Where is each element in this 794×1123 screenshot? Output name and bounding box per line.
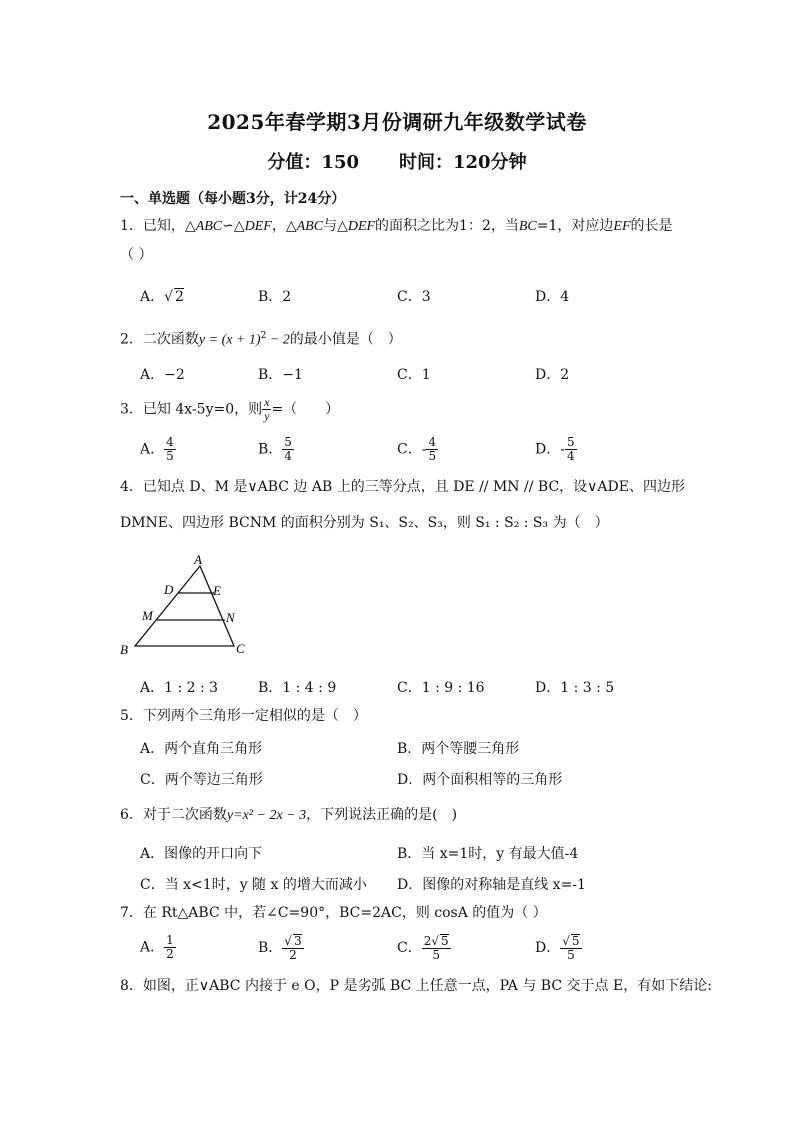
- score-info: 分值：150: [267, 152, 359, 173]
- q6-option-b: B．当 x=1时，y 有最大值-4: [397, 846, 579, 862]
- triangle-figure: [112, 550, 262, 662]
- label-n: N: [226, 610, 235, 625]
- q2-option-a: A．−2: [140, 367, 185, 383]
- question-5: 5．下列两个三角形一定相似的是（ ）: [120, 708, 367, 724]
- question-3: 3．已知 4x-5y=0，则 $\frac{x}{y}$ =（ ）: [120, 395, 340, 423]
- q2-option-b: B．−1: [258, 367, 303, 383]
- q2-option-d: D．2: [535, 367, 570, 383]
- q3-option-b: B． $\frac{5}{4}$: [258, 435, 292, 463]
- q4-option-c: C．1 : 9 : 16: [397, 680, 485, 696]
- q7-option-a: A． $\frac{1}{2}$: [140, 933, 174, 961]
- q5-option-a: A．两个直角三角形: [140, 741, 263, 757]
- q4-option-d: D．1 : 3 : 5: [535, 680, 615, 696]
- question-4-line-2: DMNE、四边形 BCNM 的面积分别为 S₁、S₂、S₃，则 S₁ : S₂ : S₃ 为（ ）: [120, 515, 609, 531]
- label-a: A: [194, 552, 202, 567]
- q1-option-c: C．3: [397, 289, 431, 305]
- label-d: D: [164, 582, 174, 597]
- label-e: E: [213, 583, 221, 598]
- label-b: B: [120, 642, 128, 657]
- q4-option-a: A．1 : 2 : 3: [140, 680, 219, 696]
- q6-option-a: A．图像的开口向下: [140, 846, 263, 862]
- q6-option-c: C．当 x<1时，y 随 x 的增大而减小: [140, 877, 367, 893]
- question-7: 7．在 Rt△ABC 中，若∠C=90°，BC=2AC，则 cosA 的值为（ ）: [120, 905, 547, 921]
- q2-option-c: C．1: [397, 367, 431, 383]
- section-heading: 一、单选题（每小题3分，计24分）: [120, 191, 346, 207]
- q3-option-a: A． $\frac{4}{5}$: [140, 435, 174, 463]
- q1-option-a: A．√ 2: [140, 289, 184, 305]
- label-m: M: [142, 608, 153, 623]
- q3-option-c: C．- $\frac{4}{5}$: [397, 435, 437, 463]
- question-2: 2．二次函数$y = (x + 1)^2 - 2$的最小值是（ ）: [120, 331, 402, 348]
- triangle-abc: [135, 566, 234, 646]
- time-info: 时间：120分钟: [399, 152, 527, 173]
- q5-option-b: B．两个等腰三角形: [397, 741, 520, 757]
- q1-option-d: D．4: [535, 289, 570, 305]
- q7-option-b: B． $\frac{√ 3}{2}$: [258, 934, 302, 962]
- q3-option-d: D．- $\frac{5}{4}$: [535, 435, 575, 463]
- question-6: 6．对于二次函数y=x² − 2x − 3，下列说法正确的是( ): [120, 807, 458, 823]
- exam-subtitle: [0, 148, 794, 174]
- question-8: 8．如图，正∨ABC 内接于 e O，P 是劣弧 BC 上任意一点，PA 与 BC 交于点 E，有如下结论:: [120, 978, 712, 994]
- q1-option-b: B．2: [258, 289, 292, 305]
- label-c: C: [236, 641, 245, 656]
- q5-option-d: D．两个面积相等的三角形: [397, 772, 563, 788]
- question-4-line-1: 4．已知点 D、M 是∨ABC 边 AB 上的三等分点，且 DE // MN // BC，设∨ADE、四边形: [120, 479, 685, 495]
- question-1-paren: （ ）: [120, 247, 153, 263]
- q6-option-d: D．图像的对称轴是直线 x=-1: [397, 877, 586, 893]
- question-1: 1．已知，△ABC∽△DEF，△ABC与△DEF的面积之比为1：2，当BC=1，对应边EF的长是: [120, 218, 673, 234]
- q4-option-b: B．1 : 4 : 9: [258, 680, 337, 696]
- q7-option-c: C． $\frac{2√ 5}{5}$: [397, 934, 449, 962]
- q7-option-d: D． $\frac{√ 5}{5}$: [535, 934, 580, 962]
- exam-title: 2025年春学期3月份调研九年级数学试卷: [207, 110, 587, 134]
- q5-option-c: C．两个等边三角形: [140, 772, 263, 788]
